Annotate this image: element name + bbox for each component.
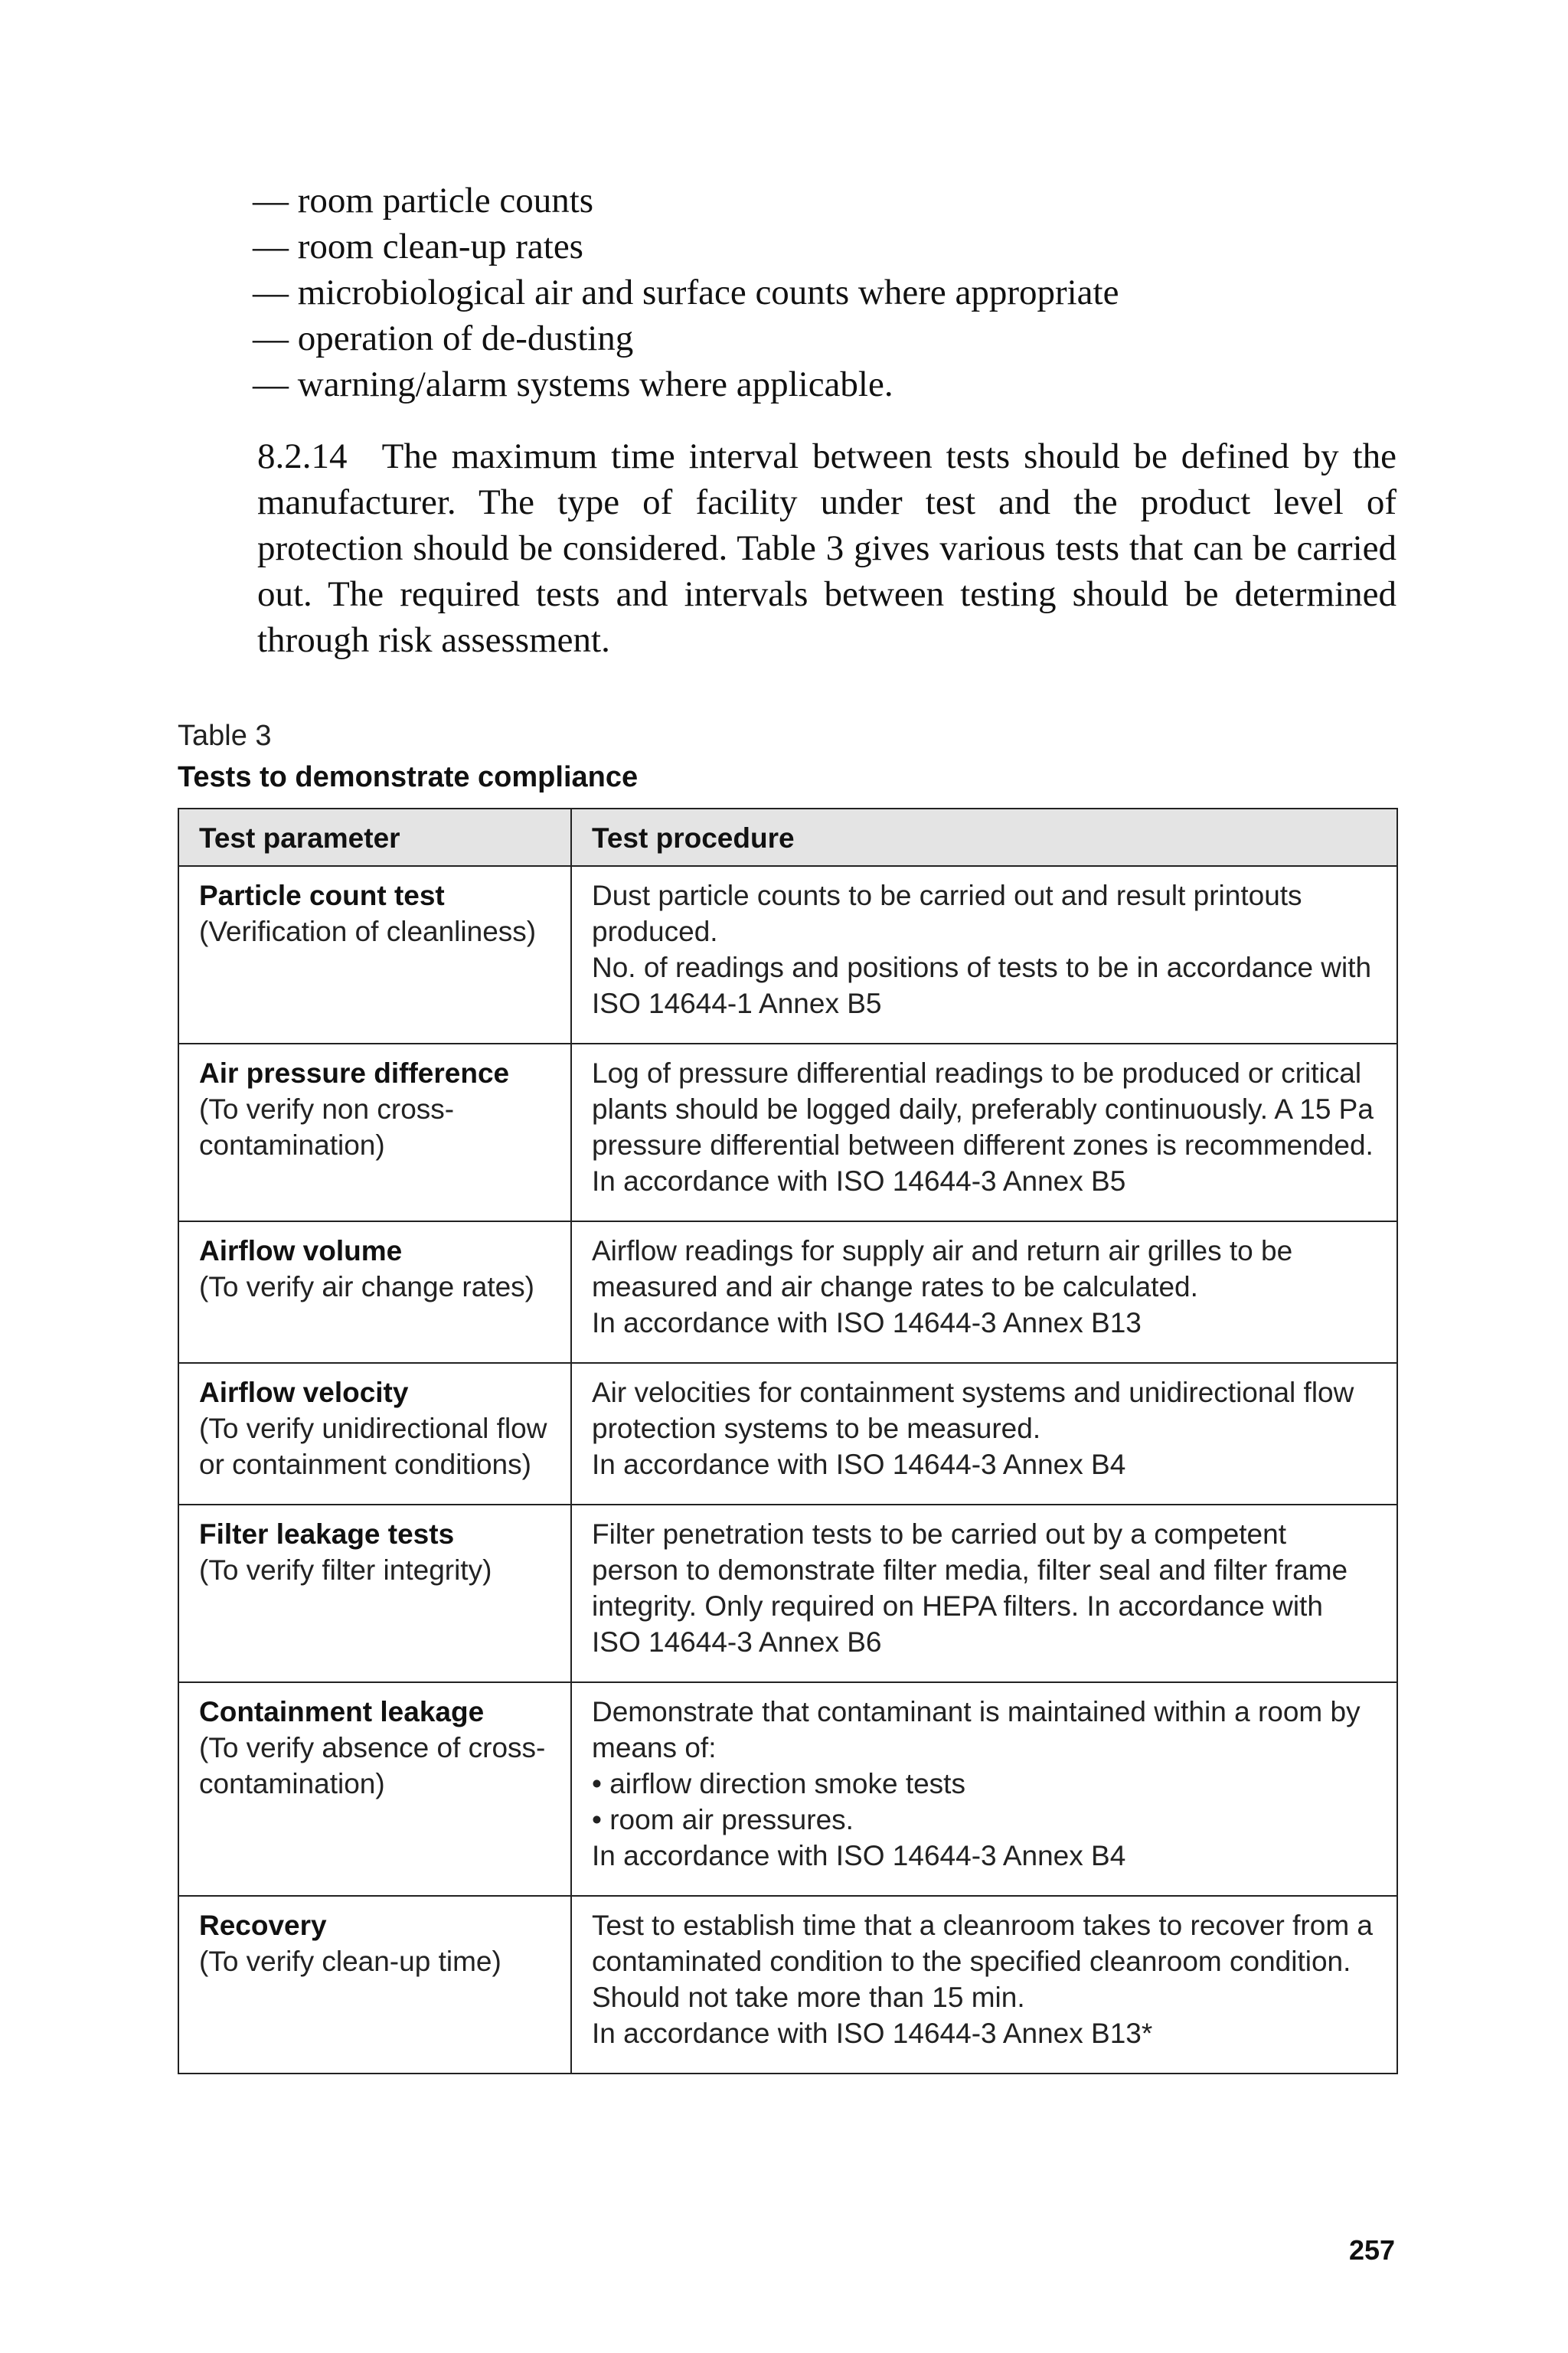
procedure-line: In accordance with ISO 14644-3 Annex B4 bbox=[592, 1449, 1126, 1480]
table-header-row bbox=[178, 809, 1397, 866]
table-row bbox=[178, 1505, 1397, 1682]
paragraph-number: 8.2.14 bbox=[257, 436, 348, 476]
procedure-cell bbox=[571, 1221, 1397, 1363]
procedure-cell bbox=[571, 1896, 1397, 2074]
parameter-cell bbox=[178, 1221, 571, 1363]
procedure-line: Dust particle counts to be carried out and result printouts produced. bbox=[592, 880, 1302, 947]
parameter-purpose: (Verification of cleanliness) bbox=[199, 916, 537, 947]
header-test-procedure: Test procedure bbox=[571, 809, 1397, 866]
procedure-line: Filter penetration tests to be carried out by a competent person to demonstrate filter media, filter seal and filter frame integrity. Only required on HEPA filters. In accordance with ISO 14644-3 Annex B6 bbox=[592, 1518, 1348, 1658]
page-number: 257 bbox=[1349, 2234, 1396, 2266]
parameter-name: Air pressure difference bbox=[199, 1057, 510, 1089]
procedure-line: No. of readings and positions of tests to be in accordance with ISO 14644-1 Annex B5 bbox=[592, 952, 1372, 1019]
paragraph-8-2-14 bbox=[257, 433, 1396, 663]
parameter-name: Filter leakage tests bbox=[199, 1518, 455, 1550]
parameter-cell bbox=[178, 866, 571, 1044]
parameter-purpose: (To verify absence of cross-contamination) bbox=[199, 1732, 546, 1799]
parameter-purpose: (To verify air change rates) bbox=[199, 1271, 535, 1302]
procedure-cell bbox=[571, 1363, 1397, 1505]
parameter-purpose: (To verify non cross-contamination) bbox=[199, 1093, 455, 1161]
procedure-line: Test to establish time that a cleanroom takes to recover from a contaminated condition to the specified cleanroom condition. Should not take more than 15 min. bbox=[592, 1910, 1374, 2013]
parameter-name: Recovery bbox=[199, 1910, 327, 1941]
procedure-cell bbox=[571, 1044, 1397, 1221]
procedure-cell bbox=[571, 1682, 1397, 1896]
table-row bbox=[178, 1221, 1397, 1363]
procedure-line: In accordance with ISO 14644-3 Annex B5 bbox=[592, 1165, 1126, 1197]
parameter-name: Airflow velocity bbox=[199, 1377, 409, 1408]
procedure-bullet: • airflow direction smoke tests bbox=[592, 1768, 965, 1799]
table-row bbox=[178, 1682, 1397, 1896]
table-label: Table 3 bbox=[178, 720, 272, 752]
list-item: — microbiological air and surface counts where appropriate bbox=[253, 273, 1119, 312]
table-row bbox=[178, 1044, 1397, 1221]
table-row bbox=[178, 1363, 1397, 1505]
parameter-cell bbox=[178, 1682, 571, 1896]
procedure-line: Log of pressure differential readings to be produced or critical plants should be logged daily, preferably continuously. A 15 Pa pressure differential between different zones is recommended. bbox=[592, 1057, 1374, 1161]
table-row bbox=[178, 866, 1397, 1044]
paragraph-text: The maximum time interval between tests should be defined by the manufacturer. The type of facility under test and the product level of protection should be considered. Table 3 gives various tests that can be carried out. The required tests and intervals between testing should be determined through risk assessment. bbox=[257, 436, 1397, 660]
procedure-cell bbox=[571, 1505, 1397, 1682]
dash-list bbox=[253, 178, 1401, 407]
procedure-line: In accordance with ISO 14644-3 Annex B13 bbox=[592, 1307, 1142, 1338]
list-item: — room particle counts bbox=[253, 181, 594, 221]
procedure-line: In accordance with ISO 14644-3 Annex B4 bbox=[592, 1840, 1126, 1871]
parameter-name: Airflow volume bbox=[199, 1235, 403, 1266]
header-test-parameter: Test parameter bbox=[178, 809, 571, 866]
parameter-purpose: (To verify clean-up time) bbox=[199, 1946, 501, 1977]
procedure-line: Air velocities for containment systems and unidirectional flow protection systems to be measured. bbox=[592, 1377, 1354, 1444]
procedure-line: In accordance with ISO 14644-3 Annex B13* bbox=[592, 2018, 1153, 2049]
parameter-cell bbox=[178, 1363, 571, 1505]
table-row bbox=[178, 1896, 1397, 2074]
procedure-bullet: • room air pressures. bbox=[592, 1804, 854, 1835]
parameter-cell bbox=[178, 1044, 571, 1221]
procedure-cell bbox=[571, 866, 1397, 1044]
parameter-name: Particle count test bbox=[199, 880, 445, 911]
procedure-line: Demonstrate that contaminant is maintained within a room by means of: bbox=[592, 1696, 1361, 1763]
table-caption: Tests to demonstrate compliance bbox=[178, 761, 639, 793]
parameter-cell bbox=[178, 1505, 571, 1682]
list-item: — operation of de-dusting bbox=[253, 319, 634, 358]
parameter-purpose: (To verify unidirectional flow or containment conditions) bbox=[199, 1413, 547, 1480]
parameter-name: Containment leakage bbox=[199, 1696, 485, 1727]
parameter-cell bbox=[178, 1896, 571, 2074]
compliance-table bbox=[178, 808, 1398, 2074]
list-item: — warning/alarm systems where applicable. bbox=[253, 364, 893, 404]
list-item: — room clean-up rates bbox=[253, 227, 583, 266]
procedure-line: Airflow readings for supply air and return air grilles to be measured and air change rates to be calculated. bbox=[592, 1235, 1293, 1302]
parameter-purpose: (To verify filter integrity) bbox=[199, 1554, 492, 1586]
